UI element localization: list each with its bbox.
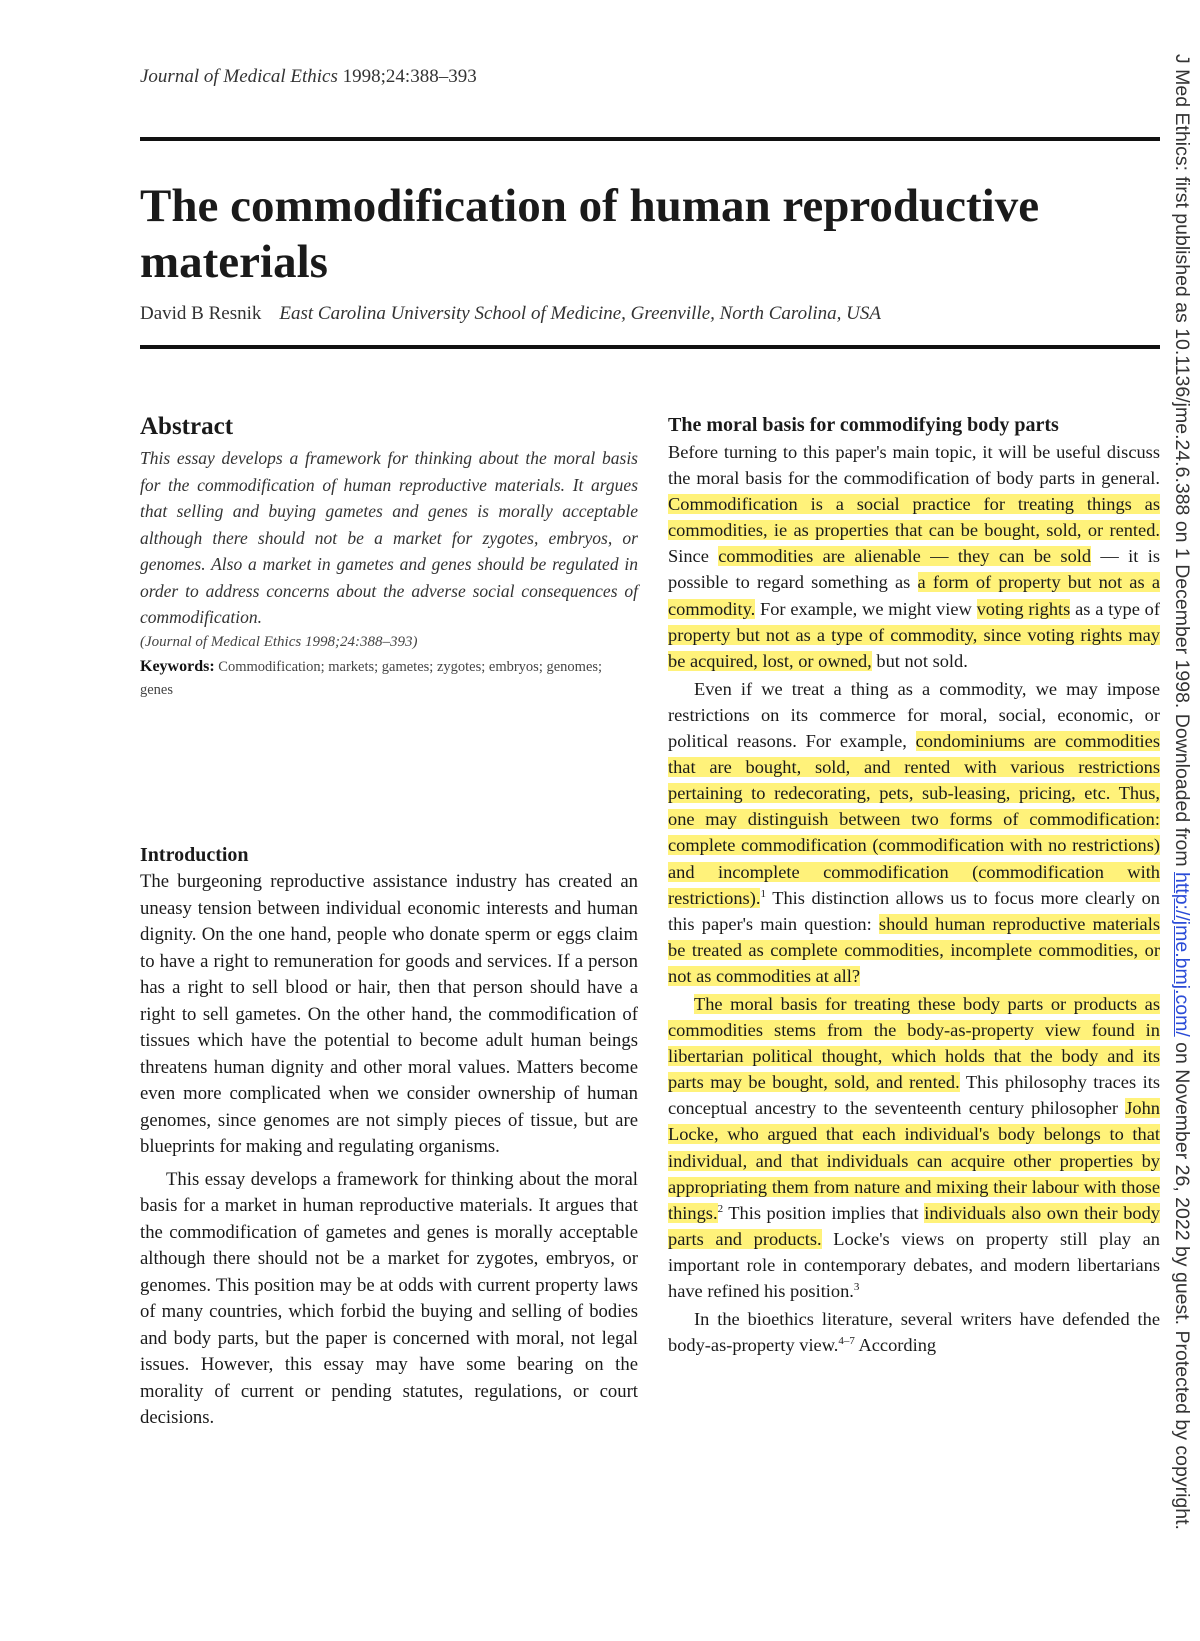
author-name: David B Resnik [140,303,262,324]
text-run: Even if we treat a thing as a commodity, we may impose restrictions on its commerce for moral, social, economic, or political reasons. For example, [668,678,1160,752]
author-line [140,303,881,325]
header-rule [140,345,1160,349]
footnote-ref: 4–7 [838,1335,855,1348]
text-run: Since [668,546,719,567]
footnote-ref: 3 [853,1280,860,1293]
text-run: — it is possible to regard something as [668,546,1160,593]
moral-paragraph-2 [668,676,1160,989]
text-run: but not sold. [871,650,968,671]
journal-volume: 1998;24:388–393 [337,66,477,87]
highlight: condominiums are commodities that are bought, sold, and rented with various restrictions pertaining to redecorating, pets, sub-leasing, pricing, etc. Thus, one may distinguish between two forms of commodification: complete commodification (commodification with no restrictions) and incomplete commodification (commodification with restrictions). [668,731,1160,908]
highlight: voting rights [976,598,1071,619]
keywords [140,655,638,702]
text-run: This philosophy traces its conceptual ancestry to the seventeenth century philosopher [668,1072,1160,1119]
text-run: This position implies that [723,1202,925,1223]
abstract-heading: Abstract [140,413,234,440]
text-run: as a type of [1070,598,1160,619]
text-run: Before turning to this paper's main topic, it will be useful discuss the moral basis for the commodification of body parts in general. [668,442,1160,489]
author-affiliation: East Carolina University School of Medicine, Greenville, North Carolina, USA [279,303,881,324]
text-run: According [854,1335,937,1356]
top-rule [140,137,1160,141]
section-heading-moral-basis: The moral basis for commodifying body parts [668,414,1059,436]
introduction-heading: Introduction [140,844,249,866]
watermark-text: J Med Ethics: first published as 10.1136/jme.24.6.388 on 1 December 1998. Downloaded from [1171,54,1193,873]
text-run: This distinction allows us to focus more clearly on this paper's main question: [668,887,1160,934]
highlight: Commodification is a social practice for treating things as commodities, ie as properties that can be bought, sold, or rented. [668,494,1160,541]
highlight: should human reproductive materials be treated as complete commodities, incomplete commodities, or not as commodities at all? [668,913,1160,986]
journal-citation [140,66,477,88]
watermark-text: on November 26, 2022 by guest. Protected by copyright. [1171,1036,1193,1530]
highlight: individuals also own their body parts and products. [668,1202,1160,1249]
intro-paragraph-1: The burgeoning reproductive assistance industry has created an uneasy tension between individual economic interests and human dignity. On the one hand, people who donate sperm or eggs claim to have a right to remuneration for goods and services. If a person has a right to sell blood or hair, then that person should have a right to sell gametes. On the other hand, the commodification of tissues which have the potential to become adult human beings threatens human dignity and other moral values. Matters become even more complicated when we consider ownership of human genomes, since genomes are not simply pieces of tissue, but are blueprints for making and regulating organisms. [140,871,638,1157]
keywords-list: Commodification; markets; gametes; zygotes; embryos; genomes; genes [140,658,603,698]
text-run: For example, we might view [755,598,977,619]
article-title: The commodification of human reproductive materials [140,180,1040,288]
introduction-body [140,869,638,1432]
moral-paragraph-1 [668,439,1160,674]
abstract-text: This essay develops a framework for thinking about the moral basis for the commodification of human reproductive materials. It argues that selling and buying gametes and genes is morally acceptable although there should not be a market for zygotes, embryos, or genomes. Also a market in gametes and genes should be regulated in order to address concerns about the adverse social consequences of commodification. [140,448,638,627]
keywords-label: Keywords: [140,657,215,675]
footnote-ref: 2 [717,1202,724,1215]
abstract-citation: (Journal of Medical Ethics 1998;24:388–393) [140,633,418,650]
moral-paragraph-4 [668,1306,1160,1358]
highlight: a form of property but not as a commodity. [668,572,1160,619]
moral-basis-body [668,439,1160,1358]
highlight: commodities are alienable — they can be sold [718,546,1092,567]
journal-name: Journal of Medical Ethics [140,66,338,87]
journal-link[interactable]: http://jme.bmj.com/ [1171,872,1193,1037]
footnote-ref: 1 [760,887,766,900]
highlight: John Locke, who argued that each individual's body belongs to that individual, and that individuals can acquire other properties by appropriating them from nature and mixing their labour with those things. [668,1098,1160,1223]
download-watermark [1168,54,1196,1614]
intro-paragraph-2: This essay develops a framework for thinking about the moral basis for a market in human reproductive materials. It argues that the commodification of gametes and genes is morally acceptable although there should not be a market for zygotes, embryos, or genomes. This position may be at odds with current property laws of many countries, which forbid the buying and selling of bodies and body parts, but the paper is concerned with moral, not legal issues. However, this essay may have some bearing on the morality of current or pending statutes, regulations, or court decisions. [140,1168,638,1428]
highlight: property but not as a type of commodity, since voting rights may be acquired, lost, or owned, [668,624,1160,671]
text-run: In the bioethics literature, several writers have defended the body-as-property view. [668,1309,1160,1356]
moral-paragraph-3 [668,991,1160,1304]
left-column [140,412,638,1428]
text-run: Locke's views on property still play an important role in contemporary debates, and modern libertarians have refined his position. [668,1228,1160,1301]
highlight: The moral basis for treating these body parts or products as commodities stems from the body-as-property view found in libertarian political thought, which holds that the body and its parts may be bought, sold, and rented. [668,993,1160,1093]
right-column [668,412,1160,1358]
